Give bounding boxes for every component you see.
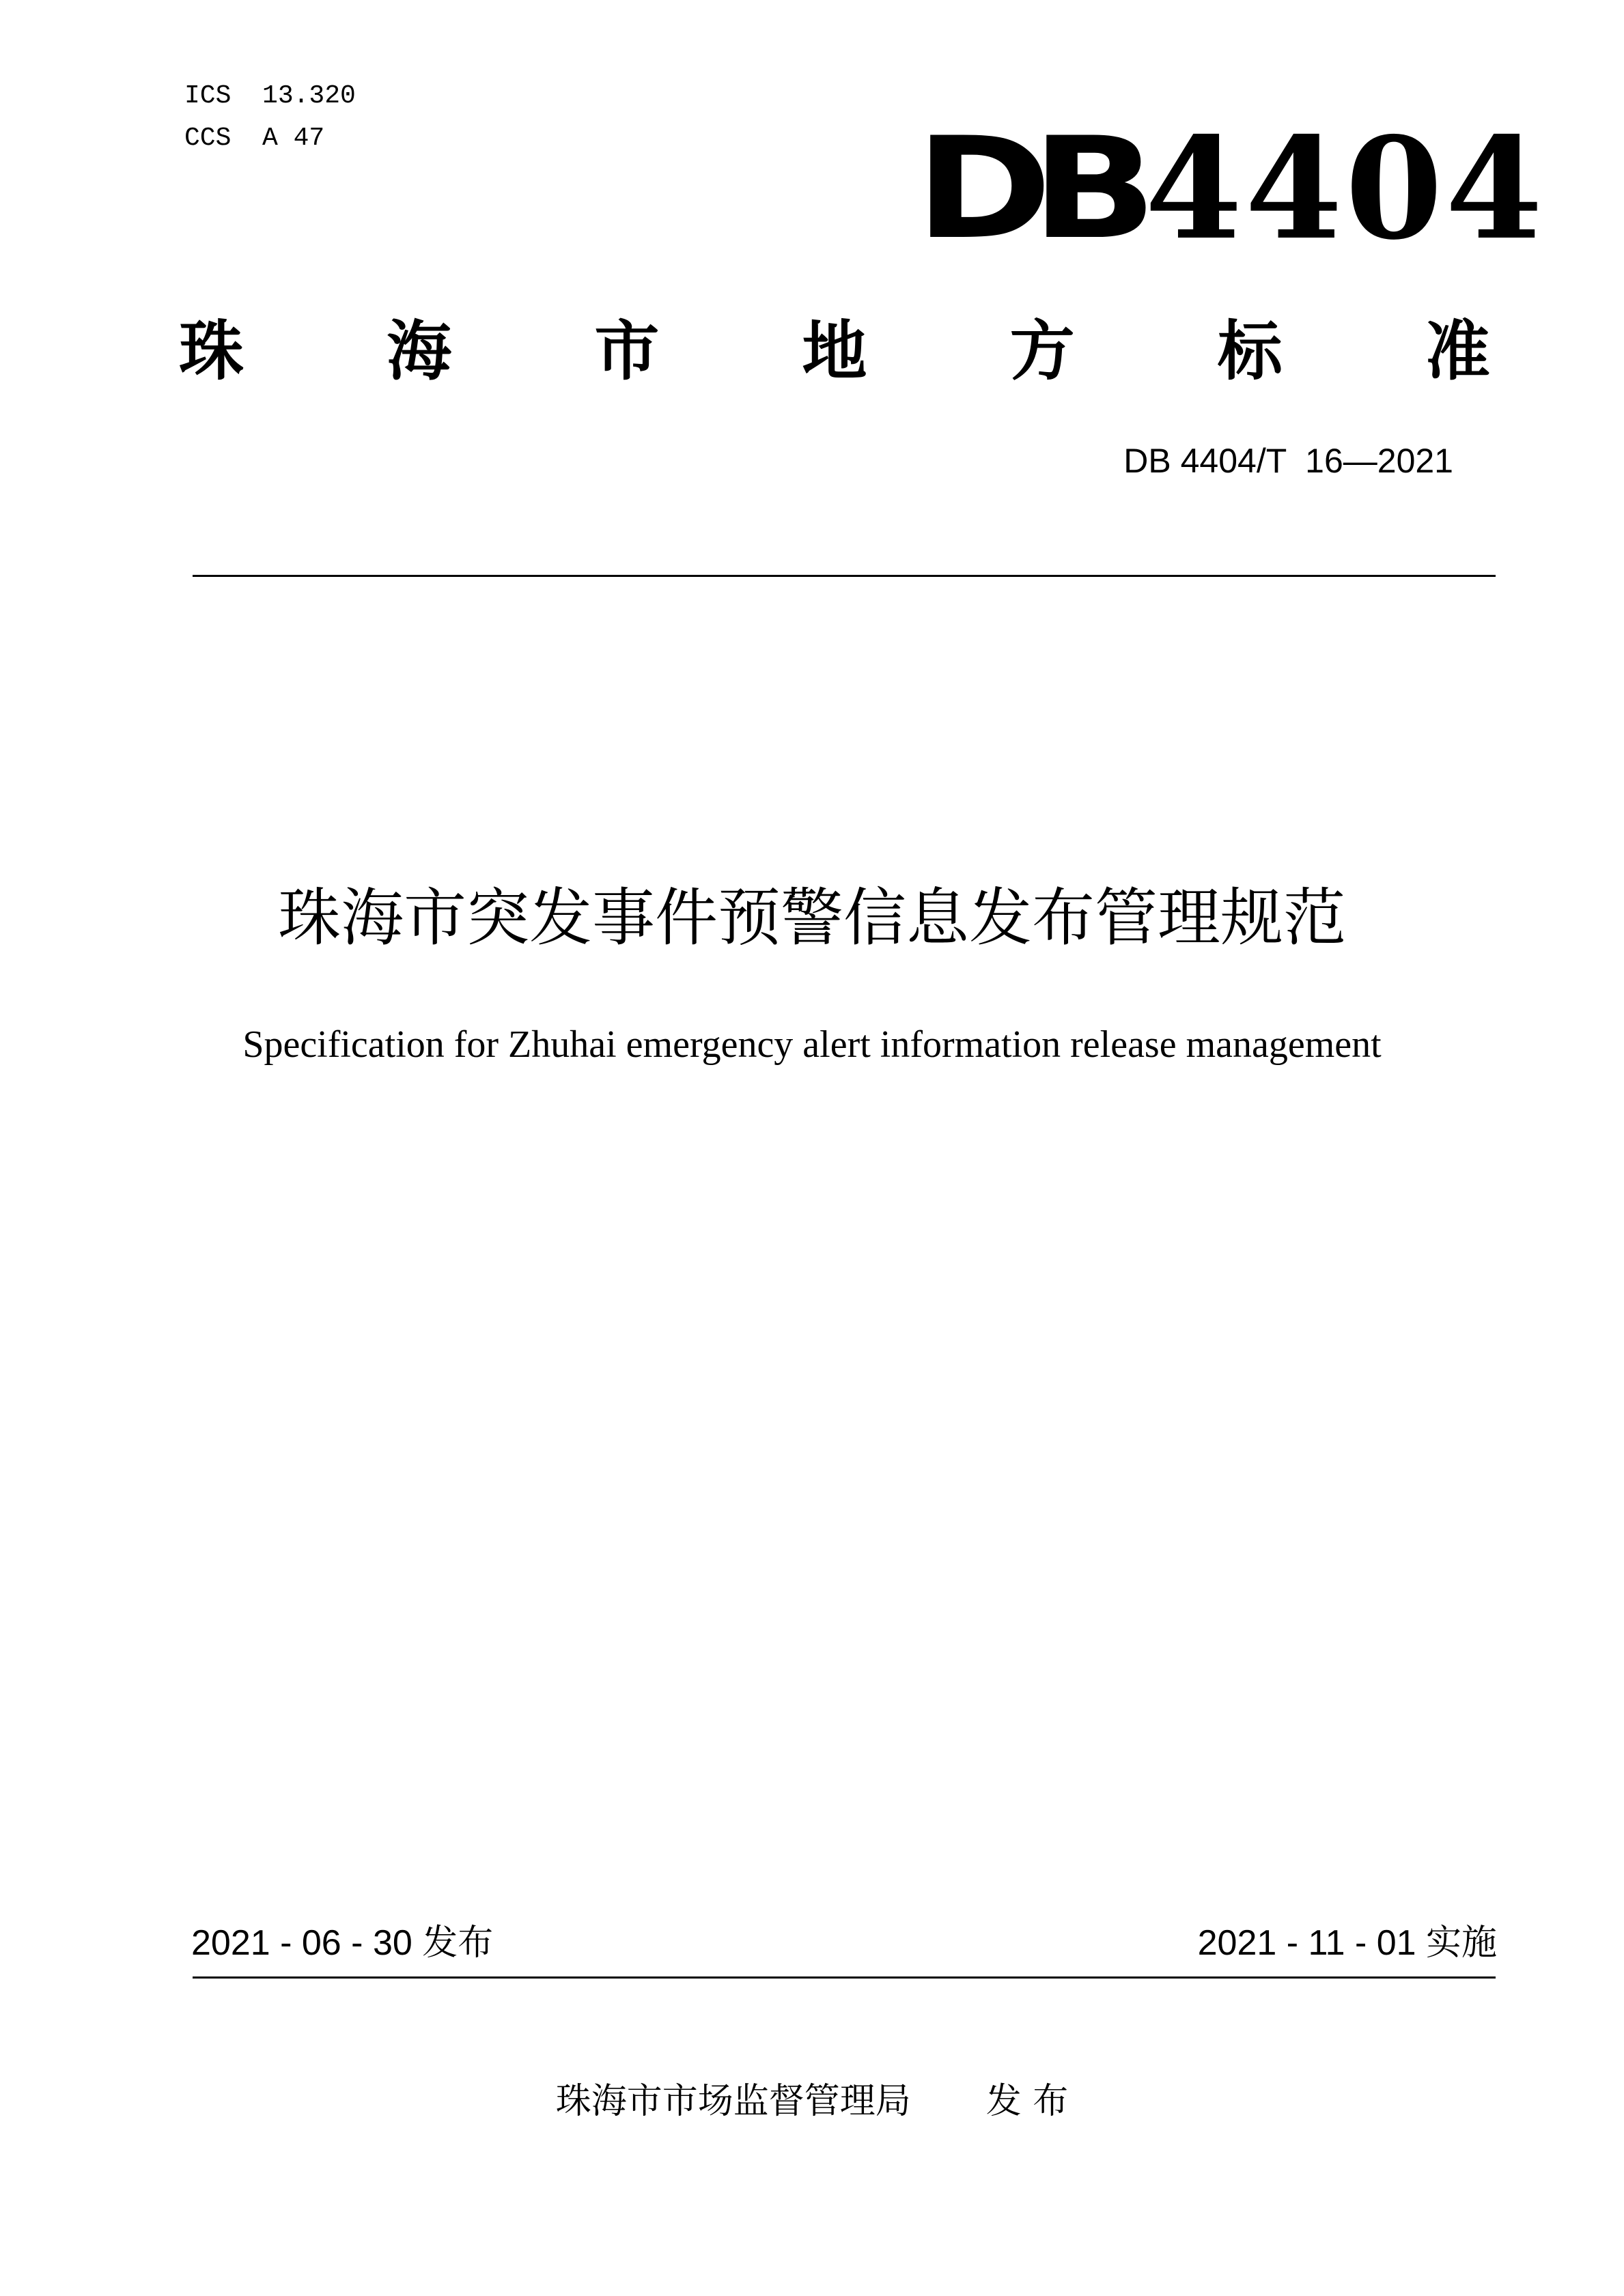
standard-type-char: 方: [1009, 314, 1075, 389]
publisher-line: [0, 2075, 1624, 2127]
standard-type-char: 标: [1217, 314, 1283, 389]
issue-date: 2021 - 06 - 30 发布: [191, 1923, 494, 1963]
standard-number: DB 4404/T 16—2021: [1123, 442, 1453, 480]
standard-type-char: 地: [802, 314, 867, 389]
standard-type-char: 珠: [179, 314, 244, 389]
document-title-en: Specification for Zhuhai emergency alert information release management: [242, 1023, 1382, 1066]
document-title-cn: 珠海市突发事件预警信息发布管理规范: [277, 881, 1346, 954]
standard-type-char: 市: [594, 314, 660, 389]
top-divider: [193, 575, 1496, 577]
db-logo: [915, 107, 1545, 271]
ics-code: ICS 13.320: [184, 81, 356, 111]
publisher-name: 珠海市市场监督管理局: [555, 2081, 911, 2122]
db-logo-prefix: DB: [915, 108, 1136, 270]
db-logo-code: 4404: [1145, 107, 1545, 271]
publisher-action: 发 布: [985, 2081, 1069, 2122]
effective-date: 2021 - 11 - 01 实施: [1197, 1923, 1497, 1963]
standard-type-char: 准: [1425, 314, 1490, 389]
classification-codes: [184, 75, 356, 160]
bottom-divider: [193, 1976, 1496, 1979]
standard-type-char: 海: [387, 314, 452, 389]
standard-type-heading: [179, 311, 1490, 393]
ccs-code: CCS A 47: [184, 124, 325, 153]
